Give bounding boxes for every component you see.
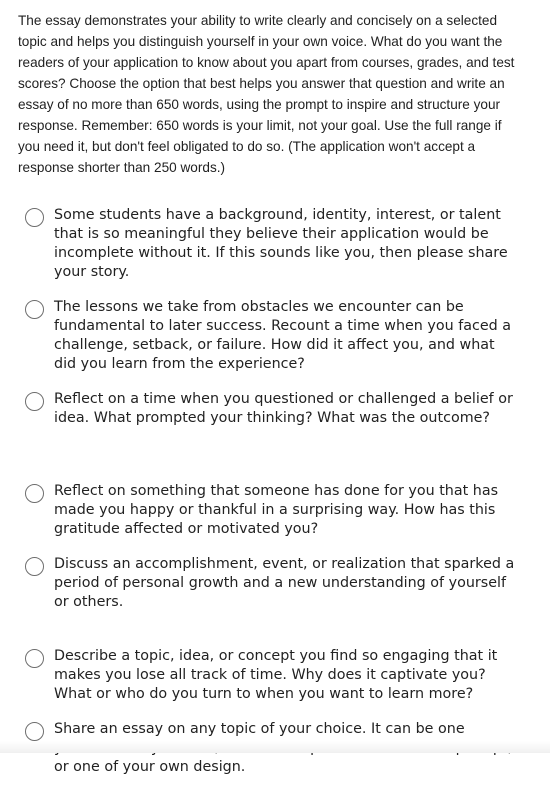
radio-button-icon[interactable] (25, 649, 44, 668)
prompt-option-2[interactable] (25, 298, 525, 390)
prompt-option-text: The lessons we take from obstacles we encounter can be fundamental to later success. Recount a time when you faced a challenge, setback, or failure. How did it affect you, and what did you learn from the experience? (54, 299, 512, 372)
essay-instructions: The essay demonstrates your ability to write clearly and concisely on a selected topic and helps you distinguish yourself in your own voice. What do you want the readers of your application to know about you apart from courses, grades, and test scores? Choose the option that best helps you answer that question and write an essay of no more than 650 words, using the prompt to inspire and structure your response. Remember: 650 words is your limit, not your goal. Use the full range if you need it, but don't feel obligated to do so. (The application won't accept a response shorter than 250 words.) (18, 13, 515, 175)
radio-button-icon[interactable] (25, 392, 44, 411)
prompt-option-text: Reflect on a time when you questioned or challenged a belief or idea. What prompted your thinking? What was the outcome? (54, 391, 513, 426)
prompt-option-text: Reflect on something that someone has done for you that has made you happy or thankful in a surprising way. How has this gratitude affected or motivated you? (54, 483, 499, 537)
prompt-option-7[interactable] (25, 720, 525, 812)
prompt-option-text: Describe a topic, idea, or concept you find so engaging that it makes you lose all track of time. Why does it captivate you? What or who do you turn to when you want to learn more? (54, 648, 498, 702)
prompt-option-5[interactable] (25, 555, 525, 647)
radio-button-icon[interactable] (25, 484, 44, 503)
radio-button-icon[interactable] (25, 722, 44, 741)
radio-button-icon[interactable] (25, 208, 44, 227)
radio-button-icon[interactable] (25, 300, 44, 319)
prompt-option-6[interactable] (25, 647, 525, 720)
prompt-option-3[interactable] (25, 390, 525, 482)
prompt-option-text: Some students have a background, identity, interest, or talent that is so meaningful they believe their application would be incomplete without it. If this sounds like you, then please share your story. (54, 207, 508, 280)
prompt-option-text: Share an essay on any topic of your choice. It can be one or one of your own design. (54, 721, 465, 775)
page-bottom-edge (0, 741, 550, 753)
essay-prompt-options (25, 206, 525, 812)
prompt-option-4[interactable] (25, 482, 525, 555)
radio-button-icon[interactable] (25, 557, 44, 576)
prompt-option-1[interactable] (25, 206, 525, 298)
prompt-option-text: Discuss an accomplishment, event, or realization that sparked a period of personal growth and a new understanding of yourself or others. (54, 556, 515, 610)
